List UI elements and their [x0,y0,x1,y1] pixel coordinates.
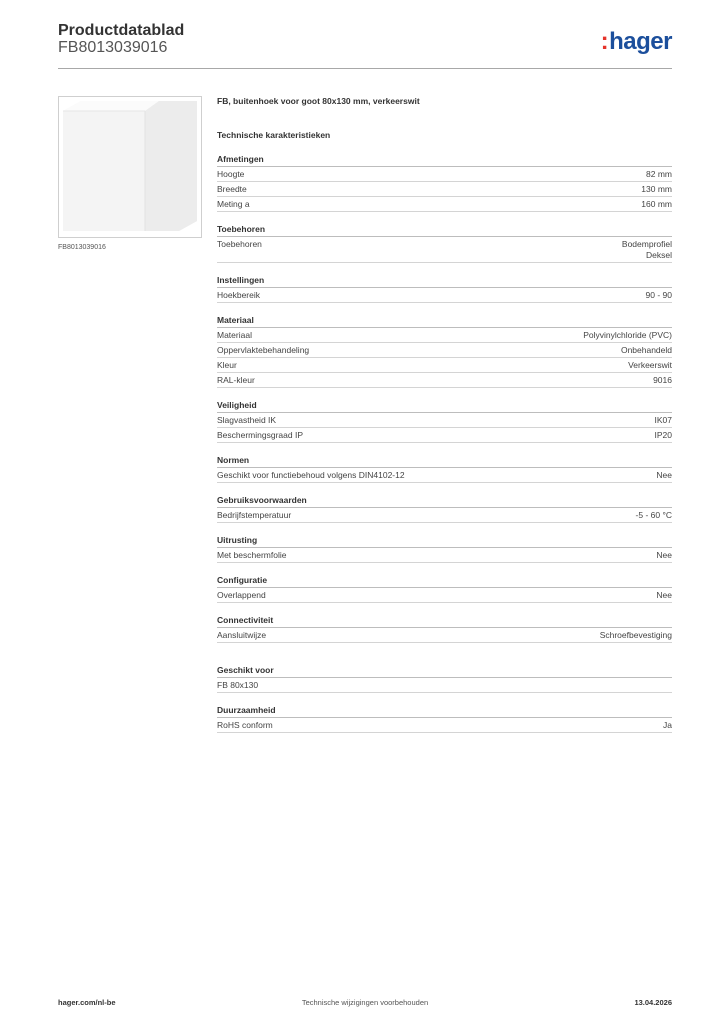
spec-value [636,510,672,521]
spec-value [663,720,672,731]
spec-label: Beschermingsgraad IP [217,430,303,440]
spec-value [656,470,672,481]
spec-value-line: 160 mm [641,199,672,209]
footer-date: 13.04.2026 [634,998,672,1007]
spec-value-line: Polyvinylchloride (PVC) [583,330,672,340]
spec-value [655,415,673,426]
spec-label: Oppervlaktebehandeling [217,345,310,355]
spec-value-line: Nee [656,470,672,480]
spec-label: Hoogte [217,169,245,179]
spec-value-line: 82 mm [646,169,672,179]
section-title: Instellingen [217,275,672,288]
spec-label: RAL-kleur [217,375,255,385]
spec-value-line: Schroefbevestiging [599,630,672,640]
spec-value [653,375,672,386]
spec-row [217,182,672,197]
spec-value-line: -5 - 60 °C [635,510,672,520]
section-title: Uitrusting [217,535,672,548]
product-code: FB8013039016 [58,39,168,56]
spec-label: Toebehoren [217,239,262,249]
spec-value-line: 9016 [653,375,672,385]
section-title: Afmetingen [217,154,672,167]
spec-row [217,197,672,212]
logo-text: :hager [600,28,672,55]
spec-label: FB 80x130 [217,680,259,690]
spec-value-line: 90 - 90 [645,290,672,300]
product-title: FB, buitenhoek voor goot 80x130 mm, verkeerswit [217,96,420,106]
spec-section [217,275,672,303]
spec-section [217,455,672,483]
spec-value [641,199,672,210]
section-title: Connectiviteit [217,615,672,628]
image-caption: FB8013039016 [58,244,106,251]
spec-row [217,428,672,443]
spec-value-line: 130 mm [641,184,672,194]
footer-disclaimer: Technische wijzigingen voorbehouden [301,998,429,1007]
page-header [58,22,672,68]
spec-value [600,630,672,641]
spec-row [217,718,672,733]
spec-value-line: Bodemprofiel [621,239,672,249]
spec-value [641,184,672,195]
spec-section [217,615,672,643]
spec-section [217,495,672,523]
spec-section [217,400,672,443]
spec-value [656,590,672,601]
spec-section [217,705,672,733]
section-title: Geschikt voor [217,665,672,678]
section-title: Gebruiksvoorwaarden [217,495,672,508]
spec-value-line: IK07 [654,415,672,425]
section-title: Toebehoren [217,224,672,237]
spec-row [217,548,672,563]
spec-row [217,237,672,263]
spec-value-line: IP20 [654,430,672,440]
spec-label: Meting a [217,199,250,209]
spec-section [217,665,672,693]
logo-mark-icon: : [600,28,609,55]
spec-value-line: Nee [656,550,672,560]
spec-label: Slagvastheid IK [217,415,277,425]
spec-value [655,430,673,441]
spec-value [656,550,672,561]
spec-row [217,167,672,182]
spec-value [646,169,672,180]
spec-row [217,468,672,483]
spec-label: Hoekbereik [217,290,260,300]
spec-section [217,315,672,388]
section-title: Veiligheid [217,400,672,413]
spec-row [217,373,672,388]
spec-value [646,290,672,301]
spec-row [217,588,672,603]
spec-label: Geschikt voor functiebehoud volgens DIN4102-12 [217,470,405,480]
spec-row [217,328,672,343]
tech-characteristics-heading: Technische karakteristieken [217,130,331,140]
spec-value-line: Deksel [646,250,672,260]
spec-section [217,575,672,603]
spec-value-line: Verkeerswit [628,360,672,370]
spec-label: Met beschermfolie [217,550,287,560]
spec-section [217,154,672,212]
spec-label: Bedrijfstemperatuur [217,510,292,520]
spec-label: Kleur [217,360,237,370]
spec-value [621,345,672,356]
spec-content [217,96,672,733]
spec-label: Overlappend [217,590,266,600]
spec-row [217,628,672,643]
spec-label: Materiaal [217,330,252,340]
spec-value [583,330,672,341]
spec-row [217,508,672,523]
spec-value [628,360,672,371]
spec-row [217,413,672,428]
spec-row [217,678,672,693]
spec-row [217,288,672,303]
hager-logo [601,28,672,56]
spec-value-line: Nee [656,590,672,600]
product-image [58,96,202,238]
document-title: Productdatablad [58,22,185,39]
section-title: Configuratie [217,575,672,588]
spec-label: Breedte [217,184,247,194]
spec-value-line: Ja [663,720,672,730]
section-title: Normen [217,455,672,468]
header-divider [58,68,672,69]
spec-value-line: Onbehandeld [620,345,672,355]
spec-label: Aansluitwijze [217,630,267,640]
spec-section [217,224,672,263]
spec-row [217,343,672,358]
page-footer [58,998,672,1010]
spec-value [622,239,672,261]
section-title: Duurzaamheid [217,705,672,718]
spec-label: RoHS conform [217,720,273,730]
spec-section [217,535,672,563]
footer-website-link[interactable]: hager.com/nl-be [58,998,116,1007]
section-title: Materiaal [217,315,672,328]
spec-row [217,358,672,373]
product-illustration [59,97,201,237]
spec-sections [217,154,672,733]
